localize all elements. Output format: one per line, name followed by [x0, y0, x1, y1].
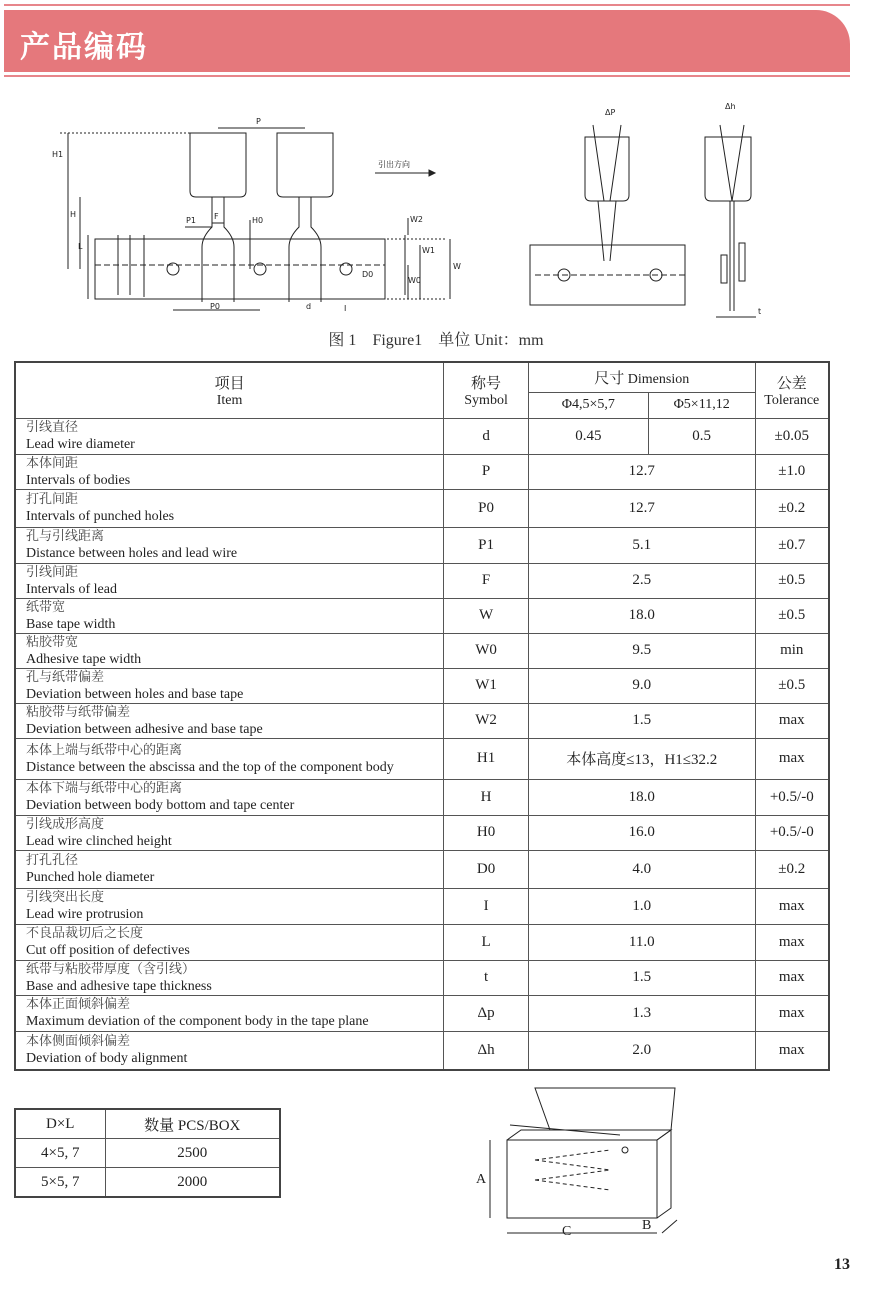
leads-2	[289, 197, 321, 302]
spec-row	[15, 815, 829, 850]
symbol-cell: P	[444, 454, 529, 489]
spec-row	[15, 668, 829, 703]
spec-row	[15, 960, 829, 995]
item-en: Adhesive tape width	[26, 651, 142, 667]
item-en: Intervals of lead	[26, 581, 117, 597]
symbol-cell: d	[444, 418, 529, 454]
item-cell	[15, 454, 444, 489]
tolerance-cell: ±0.5	[755, 668, 829, 703]
item-zh: 孔与纸带偏差	[26, 669, 105, 685]
item-cell	[15, 598, 444, 633]
box-top	[507, 1130, 671, 1140]
item-cell	[15, 703, 444, 738]
header-symbol: 称号 Symbol	[444, 362, 529, 418]
taping-diagram	[40, 95, 840, 325]
dim-cell: 1.5	[528, 960, 755, 995]
spec-row	[15, 489, 829, 527]
item-cell	[15, 779, 444, 815]
item-en: Lead wire clinched height	[26, 833, 172, 849]
dim-cell: 9.5	[528, 633, 755, 668]
item-en: Lead wire diameter	[26, 437, 135, 452]
label-delta-p: ΔP	[605, 108, 616, 117]
box-header-qty: 数量 PCS/BOX	[105, 1109, 280, 1139]
spec-row	[15, 633, 829, 668]
caption-fig-en: Figure1	[372, 332, 423, 349]
item-cell	[15, 995, 444, 1031]
label-i: I	[344, 304, 347, 313]
item-zh: 本体上端与纸带中心的距离	[26, 742, 183, 758]
item-zh: 本体侧面倾斜偏差	[26, 1034, 131, 1050]
label-lead-direction: 引出方向	[378, 160, 410, 169]
dim-cell: 2.0	[528, 1031, 755, 1070]
spec-row	[15, 924, 829, 960]
symbol-cell: W0	[444, 633, 529, 668]
label-delta-h: Δh	[725, 102, 736, 111]
tolerance-cell: min	[755, 633, 829, 668]
spec-row	[15, 527, 829, 563]
dim-cell: 5.1	[528, 527, 755, 563]
item-zh: 打孔间距	[26, 492, 79, 507]
box-size-1: 4×5, 7	[15, 1139, 105, 1168]
label-t: t	[758, 307, 762, 316]
item-cell	[15, 563, 444, 598]
symbol-cell: Δh	[444, 1031, 529, 1070]
spec-row	[15, 995, 829, 1031]
item-cell	[15, 527, 444, 563]
item-cell	[15, 815, 444, 850]
symbol-cell: W2	[444, 703, 529, 738]
figure-caption	[0, 327, 872, 350]
spec-row	[15, 779, 829, 815]
tolerance-cell: max	[755, 888, 829, 924]
label-w: W	[453, 262, 461, 271]
symbol-cell: H	[444, 779, 529, 815]
item-zh: 引线间距	[26, 564, 79, 580]
symbol-cell: L	[444, 924, 529, 960]
spec-row	[15, 418, 829, 454]
item-en: Base and adhesive tape thickness	[26, 978, 212, 994]
header-item: 项目 Item	[15, 362, 444, 418]
item-zh: 本体下端与纸带中心的距离	[26, 781, 183, 796]
top-rule	[4, 4, 850, 6]
item-en: Distance between the abscissa and the top of the component body	[26, 759, 394, 775]
dim-cell: 18.0	[528, 598, 755, 633]
item-zh: 粘胶带与纸带偏差	[26, 704, 131, 720]
symbol-cell: P1	[444, 527, 529, 563]
base-tape	[95, 239, 385, 299]
dim-cell: 1.0	[528, 888, 755, 924]
dim-cell: 18.0	[528, 779, 755, 815]
tolerance-cell: max	[755, 924, 829, 960]
packing-box-diagram	[470, 1085, 700, 1245]
tolerance-cell: +0.5/-0	[755, 815, 829, 850]
item-cell	[15, 960, 444, 995]
header-size-b: Φ5×11,12	[648, 392, 755, 418]
front-view-body	[585, 137, 629, 201]
spec-row	[15, 1031, 829, 1070]
label-p: P	[256, 117, 261, 126]
label-w2: W2	[410, 215, 423, 224]
dim-b-cell: 0.5	[648, 418, 755, 454]
item-en: Intervals of bodies	[26, 472, 131, 488]
item-en: Punched hole diameter	[26, 870, 155, 885]
item-zh: 纸带宽	[26, 599, 66, 615]
item-en: Lead wire protrusion	[26, 907, 144, 922]
tolerance-cell: ±0.05	[755, 418, 829, 454]
label-b: B	[642, 1218, 652, 1233]
item-cell	[15, 668, 444, 703]
box-front	[507, 1140, 657, 1218]
component-body-2	[277, 133, 333, 197]
box-quantity-table	[14, 1108, 281, 1198]
dim-cell: 1.3	[528, 995, 755, 1031]
front-view-leads	[593, 125, 621, 261]
item-zh: 本体间距	[26, 455, 79, 471]
lead-stubs-left	[118, 235, 144, 297]
label-c: C	[562, 1224, 572, 1239]
item-zh: 粘胶带宽	[26, 634, 79, 650]
dim-cell: 1.5	[528, 703, 755, 738]
label-w0: W0	[408, 276, 421, 285]
item-cell	[15, 888, 444, 924]
item-en: Maximum deviation of the component body in the tape plane	[26, 1014, 369, 1029]
item-cell	[15, 418, 444, 454]
symbol-cell: t	[444, 960, 529, 995]
label-h0: H0	[252, 216, 264, 225]
item-zh: 引线直径	[26, 420, 79, 435]
box-size-2: 5×5, 7	[15, 1168, 105, 1198]
tolerance-cell: ±0.5	[755, 563, 829, 598]
tolerance-cell: max	[755, 703, 829, 738]
label-d: d	[306, 302, 312, 311]
label-d0: D0	[362, 270, 374, 279]
page-number: 13	[834, 1256, 850, 1273]
tolerance-cell: max	[755, 1031, 829, 1070]
title-banner	[4, 10, 850, 72]
item-en: Distance between holes and lead wire	[26, 546, 238, 561]
tolerance-cell: max	[755, 738, 829, 779]
item-en: Base tape width	[26, 616, 116, 632]
label-w1: W1	[422, 246, 435, 255]
tolerance-cell: ±0.5	[755, 598, 829, 633]
label-l: L	[78, 242, 83, 251]
item-cell	[15, 633, 444, 668]
item-en: Deviation between body bottom and tape center	[26, 798, 295, 813]
tolerance-cell: +0.5/-0	[755, 779, 829, 815]
item-en: Deviation between adhesive and base tape	[26, 721, 263, 737]
label-p1: P1	[186, 216, 196, 225]
item-zh: 不良品裁切后之长度	[26, 926, 144, 941]
tolerance-cell: ±1.0	[755, 454, 829, 489]
item-en: Cut off position of defectives	[26, 943, 190, 958]
symbol-cell: Δp	[444, 995, 529, 1031]
box-side	[657, 1130, 671, 1218]
page-title: 产品编码	[20, 30, 148, 65]
tolerance-cell: max	[755, 960, 829, 995]
item-en: Intervals of punched holes	[26, 509, 175, 524]
dim-cell: 12.7	[528, 454, 755, 489]
box-qty-1: 2500	[105, 1139, 280, 1168]
spec-row	[15, 454, 829, 489]
symbol-cell: H0	[444, 815, 529, 850]
dim-cell: 12.7	[528, 489, 755, 527]
symbol-cell: F	[444, 563, 529, 598]
item-cell	[15, 489, 444, 527]
spec-row	[15, 888, 829, 924]
punched-hole-3	[340, 263, 352, 275]
tolerance-cell: ±0.2	[755, 489, 829, 527]
side-view-body	[705, 137, 751, 201]
dim-cell: 4.0	[528, 850, 755, 888]
item-cell	[15, 850, 444, 888]
label-a: A	[476, 1172, 487, 1187]
tolerance-cell: max	[755, 995, 829, 1031]
box-qty-2: 2000	[105, 1168, 280, 1198]
item-cell	[15, 924, 444, 960]
item-en: Deviation of body alignment	[26, 1051, 188, 1067]
dim-cell: 本体高度≤13，H1≤32.2	[528, 738, 755, 779]
spec-row	[15, 598, 829, 633]
item-cell	[15, 1031, 444, 1070]
item-zh: 引线突出长度	[26, 890, 105, 905]
dim-a-cell: 0.45	[528, 418, 648, 454]
item-zh: 本体正面倾斜偏差	[26, 997, 131, 1012]
dim-cell: 16.0	[528, 815, 755, 850]
label-f: F	[214, 212, 219, 221]
spec-row	[15, 563, 829, 598]
item-zh: 纸带与粘胶带厚度（含引线）	[26, 961, 196, 977]
item-zh: 孔与引线距离	[26, 529, 105, 544]
symbol-cell: D0	[444, 850, 529, 888]
symbol-cell: I	[444, 888, 529, 924]
tolerance-cell: ±0.7	[755, 527, 829, 563]
item-zh: 引线成形高度	[26, 816, 105, 832]
symbol-cell: H1	[444, 738, 529, 779]
title-underline	[4, 75, 850, 77]
spec-table	[14, 361, 830, 1071]
dim-cell: 2.5	[528, 563, 755, 598]
caption-unit: 单位 Unit：mm	[438, 332, 544, 349]
item-en: Deviation between holes and base tape	[26, 686, 244, 702]
item-zh: 打孔孔径	[26, 853, 79, 868]
dim-cell: 9.0	[528, 668, 755, 703]
spec-row	[15, 703, 829, 738]
box-lid	[535, 1088, 675, 1130]
spec-row	[15, 850, 829, 888]
item-cell	[15, 738, 444, 779]
dim-cell: 11.0	[528, 924, 755, 960]
spec-row	[15, 738, 829, 779]
header-tolerance: 公差 Tolerance	[755, 362, 829, 418]
header-size-a: Φ4,5×5,7	[528, 392, 648, 418]
symbol-cell: P0	[444, 489, 529, 527]
label-h1: H1	[52, 150, 64, 159]
caption-fig: 图 1	[328, 332, 357, 349]
label-h: H	[70, 210, 77, 219]
dim-b	[662, 1220, 677, 1233]
label-p0: P0	[210, 302, 220, 311]
symbol-cell: W	[444, 598, 529, 633]
symbol-cell: W1	[444, 668, 529, 703]
header-dimension: 尺寸 Dimension	[528, 362, 755, 392]
component-body-1	[190, 133, 246, 197]
tolerance-cell: ±0.2	[755, 850, 829, 888]
box-header-size: D×L	[15, 1109, 105, 1139]
